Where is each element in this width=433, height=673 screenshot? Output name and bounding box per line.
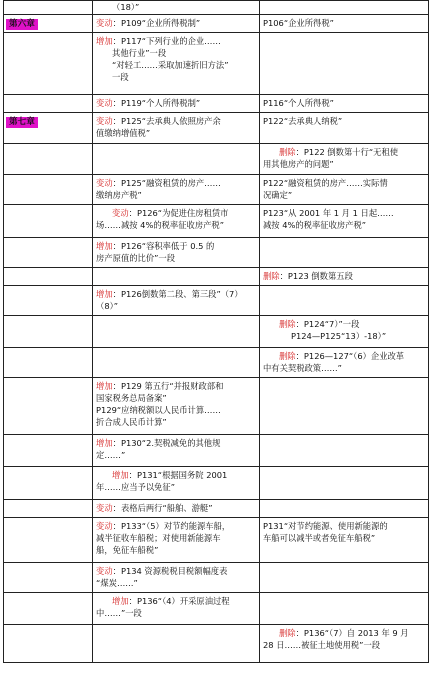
cell-text: ：P130“2.契税减免的其他规	[112, 438, 221, 448]
table-row	[4, 500, 429, 518]
cell-text: ：P136“（7）自 2013 年 9 月	[295, 628, 409, 638]
cell-text: 其他行业”一段	[112, 48, 167, 58]
table-row	[4, 1, 429, 15]
changes-table	[3, 0, 429, 663]
cell-text: ：P109“企业所得税制”	[112, 18, 201, 28]
table-row	[4, 144, 429, 175]
change-tag: 变动	[96, 503, 113, 513]
table-row	[4, 113, 429, 144]
table-row	[4, 95, 429, 113]
cell-text: ：P119“个人所得税制”	[112, 98, 201, 108]
change-tag: 删除	[263, 271, 280, 281]
change-tag: 变动	[96, 116, 113, 126]
cell-text: ：P126“为促进住房租赁市	[128, 208, 229, 218]
table-row	[4, 316, 429, 348]
change-tag: 删除	[279, 319, 296, 329]
table-row	[4, 563, 429, 593]
cell-text: 折合成人民币计算”	[96, 417, 167, 427]
cell-text: ：表格后两行“船舶、游艇”	[112, 503, 213, 513]
change-tag: 删除	[279, 147, 296, 157]
cell-text: ：P122 倒数第十行“无租使	[295, 147, 399, 157]
table-row	[4, 348, 429, 378]
cell-text: ：P134 资源税税目税额幅度表	[112, 566, 228, 576]
cell-text: 年……应当予以免征”	[96, 482, 176, 492]
change-tag: 增加	[96, 289, 113, 299]
cell-text: 房产原值的比价”一段	[96, 253, 176, 263]
change-tag: 删除	[279, 351, 296, 361]
cell-text: ：P124“7）”一段	[295, 319, 360, 329]
cell-text: ：P129 第五行“并报财政部和	[112, 381, 224, 391]
cell-text: P122“去承典人纳税”	[263, 116, 343, 126]
cell-text: ：P126“容积率低于 0.5 的	[112, 241, 215, 251]
cell-text: 国家税务总局备案”	[96, 393, 167, 403]
cell-text: P116“个人所得税”	[263, 98, 334, 108]
table-row	[4, 15, 429, 33]
table-row	[4, 467, 429, 500]
change-tag: 变动	[96, 98, 113, 108]
table-row	[4, 175, 429, 205]
table-row	[4, 378, 429, 435]
table-row	[4, 33, 429, 95]
change-tag: 变动	[96, 521, 113, 531]
cell-text: （18）”	[112, 2, 140, 12]
cell-text: 船，免征车船税”	[96, 545, 159, 555]
change-tag: 变动	[112, 208, 129, 218]
cell-text: 况确定”	[263, 190, 293, 200]
table-row	[4, 435, 429, 467]
cell-text: ：P133“（5）对节约能源车船，	[112, 521, 231, 531]
change-tag: 增加	[96, 36, 113, 46]
cell-text: P123“从 2001 年 1 月 1 日起……	[263, 208, 394, 218]
change-tag: 增加	[96, 241, 113, 251]
cell-text: 28 日……被征土地使用税”一段	[263, 640, 381, 650]
table-row	[4, 593, 429, 625]
cell-text: ：P126倒数第二段、第三段”（7）	[112, 289, 243, 299]
cell-text: ：P125“去承典人依照房产余	[112, 116, 221, 126]
cell-text: 值缴纳增值税”	[96, 128, 151, 138]
chapter-label: 第七章	[6, 117, 38, 128]
cell-text: 一段	[112, 72, 129, 82]
cell-text: ：P125“融资租赁的房产……	[112, 178, 221, 188]
cell-text: P131“对节约能源、使用新能源的	[263, 521, 388, 531]
table-row	[4, 268, 429, 286]
cell-text: 减按 4%的税率征收房产税”	[263, 220, 367, 230]
cell-text: ：P117“下列行业的企业……	[112, 36, 221, 46]
cell-text: 中有关契税政策……”	[263, 363, 342, 373]
cell-text: 减半征收车船税；对使用新能源车	[96, 533, 221, 543]
table-row	[4, 518, 429, 563]
cell-text: 中……”一段	[96, 608, 142, 618]
chapter-label: 第六章	[6, 19, 38, 30]
cell-text: 用其他房产的问题”	[263, 159, 334, 169]
cell-text: “煤炭……”	[96, 578, 138, 588]
change-tag: 增加	[112, 470, 129, 480]
cell-text: ：P136“（4）开采原油过程	[128, 596, 230, 606]
change-tag: 增加	[112, 596, 129, 606]
cell-text: P124—P125“13）-18）”	[291, 331, 387, 341]
cell-text: ：P123 倒数第五段	[279, 271, 353, 281]
table-row	[4, 238, 429, 268]
table-row	[4, 286, 429, 316]
cell-text: P122“融资租赁的房产……实际情	[263, 178, 388, 188]
cell-text: 缴纳房产税”	[96, 190, 142, 200]
cell-text: 场……减按 4%的税率征收房产税”	[96, 220, 225, 230]
cell-text: P129“应纳税额以人民币计算……	[96, 405, 221, 415]
table-row	[4, 205, 429, 238]
table-row	[4, 625, 429, 663]
cell-text: 定……”	[96, 450, 126, 460]
cell-text: “对轻工……采取加速折旧方法”	[112, 60, 229, 70]
cell-text: ：P126—127“（6）企业改革	[295, 351, 405, 361]
cell-text: （8）”	[96, 301, 119, 311]
change-tag: 增加	[96, 438, 113, 448]
cell-text: ：P131“根据国务院 2001	[128, 470, 228, 480]
change-tag: 增加	[96, 381, 113, 391]
cell-text: 车船可以减半或者免征车船税”	[263, 533, 376, 543]
change-tag: 变动	[96, 178, 113, 188]
change-tag: 删除	[279, 628, 296, 638]
change-tag: 变动	[96, 18, 113, 28]
change-tag: 变动	[96, 566, 113, 576]
cell-text: P106“企业所得税”	[263, 18, 334, 28]
